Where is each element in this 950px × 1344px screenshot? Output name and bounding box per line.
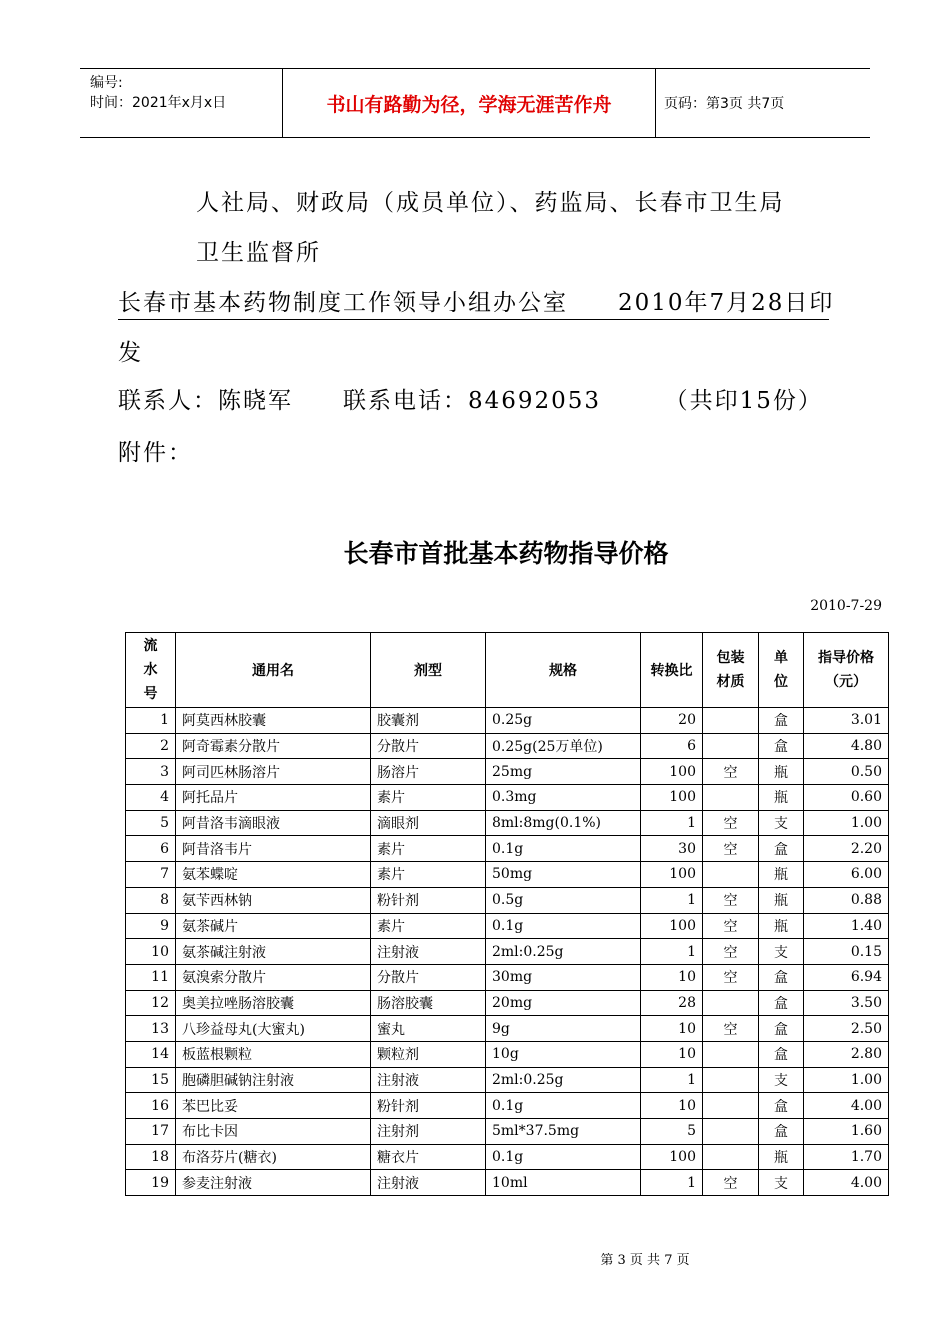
cell-name: 板蓝根颗粒	[176, 1041, 371, 1067]
cell-spec: 0.25g	[486, 708, 641, 734]
cell-serial: 15	[126, 1067, 176, 1093]
cell-name: 阿昔洛韦滴眼液	[176, 810, 371, 836]
cell-price: 0.50	[804, 759, 889, 785]
col-header-unit: 单位	[759, 633, 804, 708]
table-date: 2010-7-29	[810, 598, 882, 614]
cell-ratio: 10	[641, 1016, 703, 1042]
cell-unit: 盒	[759, 990, 804, 1016]
cell-package	[703, 1067, 759, 1093]
cell-price: 2.80	[804, 1041, 889, 1067]
cell-serial: 3	[126, 759, 176, 785]
cell-name: 氨溴索分散片	[176, 964, 371, 990]
cell-unit: 盒	[759, 733, 804, 759]
cell-spec: 25mg	[486, 759, 641, 785]
cell-form: 分散片	[371, 964, 486, 990]
cell-package	[703, 1093, 759, 1119]
cell-unit: 盒	[759, 1093, 804, 1119]
cell-serial: 18	[126, 1144, 176, 1170]
col-header-spec: 规格	[486, 633, 641, 708]
table-header-row	[126, 633, 889, 708]
cell-price: 6.00	[804, 862, 889, 888]
cell-name: 奥美拉唑肠溶胶囊	[176, 990, 371, 1016]
cell-price: 2.50	[804, 1016, 889, 1042]
table-row	[126, 1067, 889, 1093]
table-row	[126, 836, 889, 862]
cell-serial: 14	[126, 1041, 176, 1067]
table-body	[126, 708, 889, 1196]
cell-package	[703, 990, 759, 1016]
cell-name: 阿昔洛韦片	[176, 836, 371, 862]
table-row	[126, 733, 889, 759]
cell-unit: 瓶	[759, 759, 804, 785]
table-row	[126, 785, 889, 811]
cell-ratio: 100	[641, 913, 703, 939]
cell-serial: 1	[126, 708, 176, 734]
cell-form: 注射液	[371, 1170, 486, 1196]
cell-price: 4.80	[804, 733, 889, 759]
header-page-info: 页码：第3页 共7页	[664, 96, 785, 112]
cell-form: 素片	[371, 862, 486, 888]
cell-package	[703, 1144, 759, 1170]
cell-package: 空	[703, 939, 759, 965]
body-line-recipients-2: 卫生监督所	[196, 240, 321, 266]
cell-name: 氨茶碱片	[176, 913, 371, 939]
cell-unit: 盒	[759, 1016, 804, 1042]
cell-spec: 20mg	[486, 990, 641, 1016]
cell-price: 0.88	[804, 887, 889, 913]
cell-form: 肠溶片	[371, 759, 486, 785]
cell-serial: 4	[126, 785, 176, 811]
cell-form: 滴眼剂	[371, 810, 486, 836]
cell-price: 1.40	[804, 913, 889, 939]
cell-serial: 11	[126, 964, 176, 990]
cell-name: 氨苯蝶啶	[176, 862, 371, 888]
body-line-recipients: 人社局、财政局（成员单位）、药监局、长春市卫生局	[196, 190, 785, 216]
cell-ratio: 10	[641, 964, 703, 990]
page-header	[80, 68, 870, 138]
cell-price: 4.00	[804, 1170, 889, 1196]
cell-spec: 50mg	[486, 862, 641, 888]
cell-serial: 2	[126, 733, 176, 759]
cell-price: 3.01	[804, 708, 889, 734]
col-header-ratio: 转换比	[641, 633, 703, 708]
document-time-label: 时间：2021年x月x日	[90, 95, 227, 111]
cell-spec: 0.1g	[486, 1144, 641, 1170]
cell-spec: 0.3mg	[486, 785, 641, 811]
cell-spec: 5ml*37.5mg	[486, 1119, 641, 1145]
col-header-form: 剂型	[371, 633, 486, 708]
cell-name: 阿莫西林胶囊	[176, 708, 371, 734]
cell-serial: 13	[126, 1016, 176, 1042]
cell-ratio: 100	[641, 1144, 703, 1170]
cell-unit: 盒	[759, 1119, 804, 1145]
cell-unit: 盒	[759, 708, 804, 734]
cell-ratio: 1	[641, 1067, 703, 1093]
cell-form: 肠溶胶囊	[371, 990, 486, 1016]
cell-form: 粉针剂	[371, 1093, 486, 1119]
cell-ratio: 1	[641, 887, 703, 913]
cell-unit: 瓶	[759, 887, 804, 913]
cell-unit: 瓶	[759, 785, 804, 811]
cell-ratio: 6	[641, 733, 703, 759]
cell-package: 空	[703, 1016, 759, 1042]
cell-name: 八珍益母丸(大蜜丸)	[176, 1016, 371, 1042]
table-row	[126, 913, 889, 939]
table-title: 长春市首批基本药物指导价格	[343, 539, 669, 568]
cell-unit: 支	[759, 810, 804, 836]
cell-serial: 6	[126, 836, 176, 862]
cell-price: 6.94	[804, 964, 889, 990]
cell-spec: 30mg	[486, 964, 641, 990]
table-row	[126, 759, 889, 785]
col-header-name: 通用名	[176, 633, 371, 708]
cell-package	[703, 1041, 759, 1067]
body-line-attachment: 附件：	[118, 440, 193, 466]
table-row	[126, 810, 889, 836]
cell-spec: 0.1g	[486, 1093, 641, 1119]
cell-package: 空	[703, 964, 759, 990]
cell-ratio: 30	[641, 836, 703, 862]
cell-spec: 0.1g	[486, 836, 641, 862]
cell-serial: 12	[126, 990, 176, 1016]
cell-ratio: 10	[641, 1093, 703, 1119]
table-row	[126, 1041, 889, 1067]
body-line-issuer-cont: 发	[118, 340, 143, 366]
cell-price: 1.70	[804, 1144, 889, 1170]
cell-price: 2.20	[804, 836, 889, 862]
cell-form: 素片	[371, 785, 486, 811]
cell-serial: 19	[126, 1170, 176, 1196]
cell-name: 胞磷胆碱钠注射液	[176, 1067, 371, 1093]
cell-ratio: 100	[641, 759, 703, 785]
cell-form: 素片	[371, 836, 486, 862]
page-footer: 第 3 页 共 7 页	[600, 1253, 690, 1268]
cell-package	[703, 733, 759, 759]
table-row	[126, 862, 889, 888]
cell-name: 氨茶碱注射液	[176, 939, 371, 965]
cell-name: 苯巴比妥	[176, 1093, 371, 1119]
cell-price: 1.60	[804, 1119, 889, 1145]
cell-ratio: 5	[641, 1119, 703, 1145]
cell-unit: 盒	[759, 836, 804, 862]
cell-serial: 9	[126, 913, 176, 939]
cell-package	[703, 1119, 759, 1145]
table-row	[126, 1170, 889, 1196]
cell-package: 空	[703, 913, 759, 939]
cell-serial: 8	[126, 887, 176, 913]
table-row	[126, 1016, 889, 1042]
cell-ratio: 1	[641, 1170, 703, 1196]
cell-form: 分散片	[371, 733, 486, 759]
cell-price: 3.50	[804, 990, 889, 1016]
cell-unit: 支	[759, 1170, 804, 1196]
cell-serial: 10	[126, 939, 176, 965]
cell-unit: 瓶	[759, 913, 804, 939]
cell-package: 空	[703, 887, 759, 913]
cell-serial: 17	[126, 1119, 176, 1145]
table-row	[126, 708, 889, 734]
cell-name: 布洛芬片(糖衣)	[176, 1144, 371, 1170]
cell-price: 0.15	[804, 939, 889, 965]
cell-form: 粉针剂	[371, 887, 486, 913]
cell-form: 蜜丸	[371, 1016, 486, 1042]
cell-ratio: 1	[641, 939, 703, 965]
cell-spec: 0.5g	[486, 887, 641, 913]
cell-form: 胶囊剂	[371, 708, 486, 734]
document-number-label: 编号:	[90, 75, 123, 91]
cell-name: 阿托品片	[176, 785, 371, 811]
body-line-issuer: 长春市基本药物制度工作领导小组办公室 2010年7月28日印	[118, 284, 829, 320]
cell-spec: 0.25g(25万单位)	[486, 733, 641, 759]
drug-price-table	[125, 632, 889, 1196]
cell-spec: 10g	[486, 1041, 641, 1067]
cell-package: 空	[703, 759, 759, 785]
cell-package	[703, 785, 759, 811]
col-header-price: 指导价格（元）	[804, 633, 889, 708]
cell-serial: 5	[126, 810, 176, 836]
table-row	[126, 1119, 889, 1145]
cell-spec: 9g	[486, 1016, 641, 1042]
cell-ratio: 100	[641, 785, 703, 811]
cell-spec: 10ml	[486, 1170, 641, 1196]
cell-unit: 支	[759, 1067, 804, 1093]
cell-ratio: 100	[641, 862, 703, 888]
cell-name: 阿奇霉素分散片	[176, 733, 371, 759]
cell-serial: 7	[126, 862, 176, 888]
cell-ratio: 28	[641, 990, 703, 1016]
cell-price: 1.00	[804, 1067, 889, 1093]
cell-form: 素片	[371, 913, 486, 939]
cell-price: 1.00	[804, 810, 889, 836]
body-line-contact: 联系人：陈晓军 联系电话：84692053 （共印15份）	[118, 388, 823, 414]
table-row	[126, 939, 889, 965]
cell-price: 0.60	[804, 785, 889, 811]
col-header-package: 包装材质	[703, 633, 759, 708]
cell-spec: 8ml:8mg(0.1%)	[486, 810, 641, 836]
header-left	[90, 73, 226, 113]
cell-form: 注射液	[371, 939, 486, 965]
cell-unit: 瓶	[759, 862, 804, 888]
cell-unit: 盒	[759, 1041, 804, 1067]
cell-package: 空	[703, 1170, 759, 1196]
cell-spec: 2ml:0.25g	[486, 1067, 641, 1093]
cell-name: 氨苄西林钠	[176, 887, 371, 913]
cell-spec: 0.1g	[486, 913, 641, 939]
cell-unit: 瓶	[759, 1144, 804, 1170]
cell-package: 空	[703, 836, 759, 862]
cell-name: 阿司匹林肠溶片	[176, 759, 371, 785]
cell-serial: 16	[126, 1093, 176, 1119]
cell-form: 糖衣片	[371, 1144, 486, 1170]
cell-form: 颗粒剂	[371, 1041, 486, 1067]
cell-package: 空	[703, 810, 759, 836]
cell-package	[703, 708, 759, 734]
header-motto: 书山有路勤为径，学海无涯苦作舟	[282, 69, 656, 137]
col-header-serial: 流水号	[126, 633, 176, 708]
cell-ratio: 1	[641, 810, 703, 836]
cell-ratio: 20	[641, 708, 703, 734]
cell-unit: 支	[759, 939, 804, 965]
cell-ratio: 10	[641, 1041, 703, 1067]
cell-form: 注射剂	[371, 1119, 486, 1145]
cell-name: 布比卡因	[176, 1119, 371, 1145]
cell-spec: 2ml:0.25g	[486, 939, 641, 965]
cell-form: 注射液	[371, 1067, 486, 1093]
cell-unit: 盒	[759, 964, 804, 990]
table-row	[126, 1144, 889, 1170]
table-row	[126, 990, 889, 1016]
cell-price: 4.00	[804, 1093, 889, 1119]
cell-package	[703, 862, 759, 888]
cell-name: 参麦注射液	[176, 1170, 371, 1196]
table-row	[126, 887, 889, 913]
table-row	[126, 964, 889, 990]
table-row	[126, 1093, 889, 1119]
